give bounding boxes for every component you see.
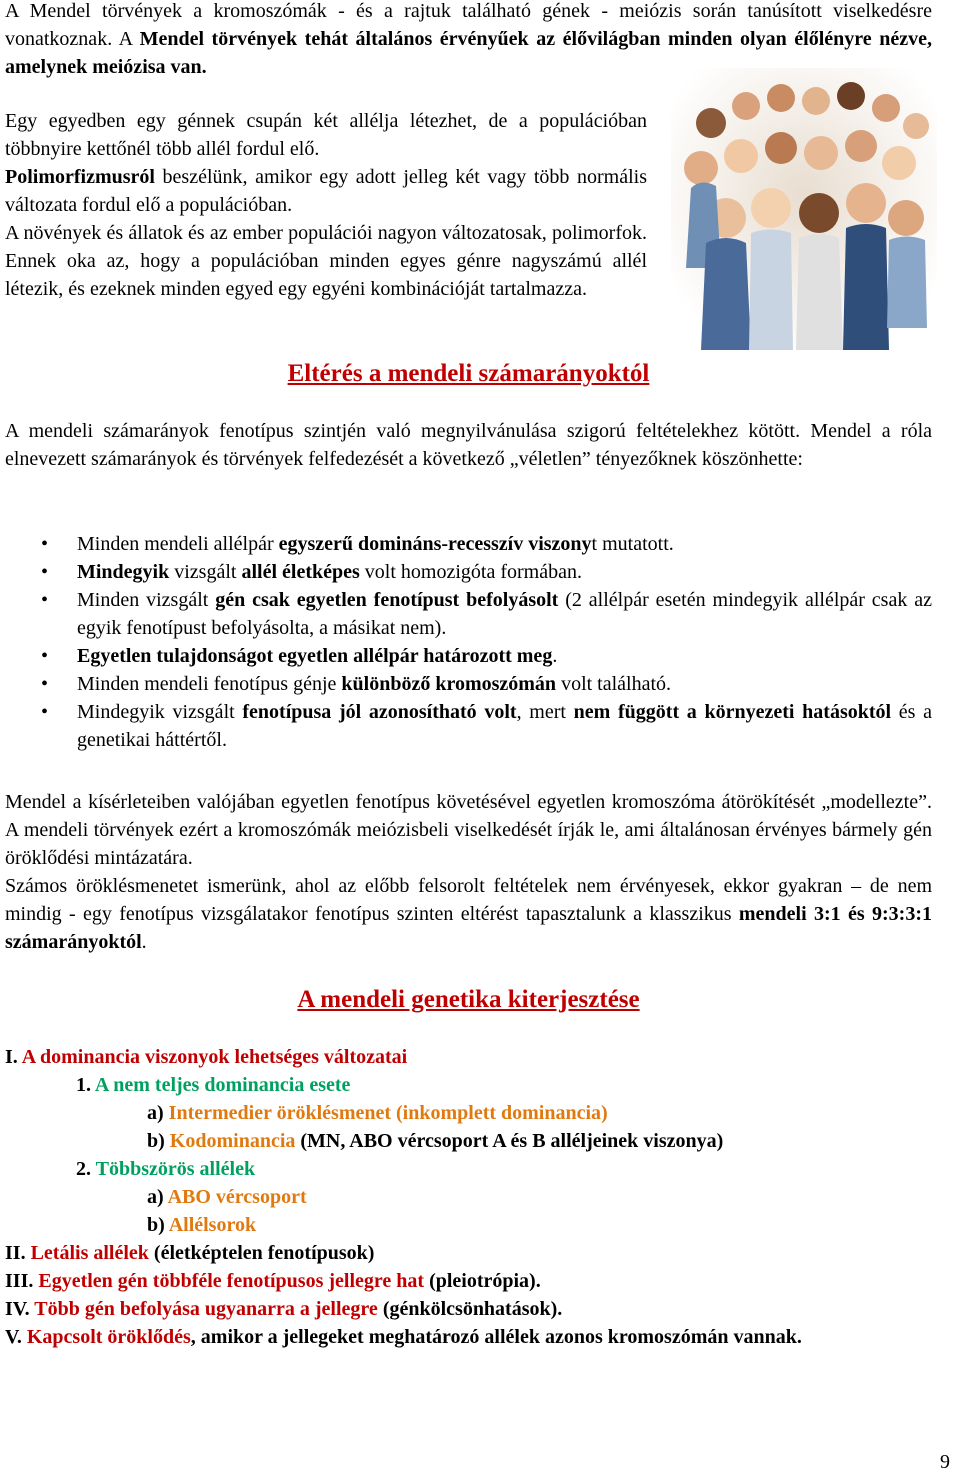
bullet-icon: •	[41, 645, 49, 667]
modelling-sentence: Mendel a kísérleteiben valójában egyetlen fenotípus követésével egyetlen kromoszóma átörökítését „modellezte”. A mendeli törvények ezért a kromoszómák meiózisbeli viselkedését írják le, ami általánosan érvényes bármely gén öröklődési mintázatára.	[5, 791, 932, 869]
outline-item-i-2: 2. Többszörös allélek	[76, 1158, 256, 1180]
outline-item-iv: IV. Több gén befolyása ugyanarra a jellegre (génkölcsönhatások).	[5, 1298, 563, 1320]
heading-extension-of-genetics: A mendeli genetika kiterjesztése	[297, 986, 640, 1013]
page-number: 9	[940, 1451, 950, 1473]
exceptions-sentence: Számos öröklésmenetet ismerünk, ahol az előbb felsorolt feltételek nem érvényesek, ekkor gyakran – de nem mindig - egy fenotípus vizsgálatakor fenotípus szinten eltérést tapasztalunk a klasszikus mendeli 3:1 és 9:3:3:1 számarányoktól.	[5, 875, 932, 953]
list-item: • Minden mendeli allélpár egyszerű domináns-recesszív viszonyt mutatott.	[5, 530, 932, 558]
bullet-icon: •	[41, 673, 49, 695]
list-item: • Minden vizsgált gén csak egyetlen fenotípust befolyásolt (2 allélpár esetén mindegyik allélpár csak az egyik fenotípust befolyásolta, a másikat nem).	[5, 586, 932, 642]
extension-outline	[5, 1043, 932, 1351]
bullet-icon: •	[41, 561, 49, 583]
outline-item-i-1-b: b) Kodominancia (MN, ABO vércsoport A és B alléljeinek viszonya)	[147, 1130, 724, 1152]
intro-paragraph: A Mendel törvények a kromoszómák - és a rajtuk található gének - meiózis során tanúsított viselkedésre vonatkoznak. A Mendel törvények tehát általános érvényűek az élővilágban minden olyan élőlényre nézve, amelynek meiózisa van.	[5, 0, 932, 78]
bullet-icon: •	[41, 589, 49, 611]
bullet-icon: •	[41, 701, 49, 723]
modelling-paragraph	[5, 788, 932, 956]
heading-deviation-from-ratios: Eltérés a mendeli számarányoktól	[287, 360, 650, 387]
polymorphism-paragraph	[5, 107, 647, 303]
conditions-list	[5, 530, 932, 754]
outline-item-iii: III. Egyetlen gén többféle fenotípusos jellegre hat (pleiotrópia).	[5, 1270, 541, 1292]
allele-sentence: Egy egyedben egy génnek csupán két allélja létezhet, de a populációban többnyire kettőnél több allél fordul elő.	[5, 110, 647, 160]
polymorphism-definition: Polimorfizmusról beszélünk, amikor egy adott jelleg két vagy több normális változata fordul elő a populációban.	[5, 166, 647, 216]
outline-item-ii: II. Letális allélek (életképtelen fenotípusok)	[5, 1242, 375, 1264]
population-sentence: A növények és állatok és az ember populációi nagyon változatosak, polimorfok. Ennek oka az, hogy a populációban minden egyes génre nagyszámú allél létezik, és ezeknek minden egyed egy egyéni kombinációját tartalmazza.	[5, 222, 647, 300]
list-item: • Minden mendeli fenotípus génje különböző kromoszómán volt található.	[5, 670, 932, 698]
list-item: • Mindegyik vizsgált allél életképes volt homozigóta formában.	[5, 558, 932, 586]
crowd-of-people-photo	[671, 68, 937, 350]
outline-item-i-2-a: a) ABO vércsoport	[147, 1186, 307, 1208]
outline-item-i-1-a: a) Intermedier öröklésmenet (inkomplett dominancia)	[147, 1102, 608, 1124]
outline-item-i-2-b: b) Allélsorok	[147, 1214, 257, 1236]
outline-item-v: V. Kapcsolt öröklődés, amikor a jellegeket meghatározó allélek azonos kromoszómán vannak.	[5, 1326, 802, 1348]
conditions-paragraph: A mendeli számarányok fenotípus szintjén való megnyilvánulása szigorú feltételekhez kötött. Mendel a róla elnevezett számarányok és törvények felfedezését a következő „véletlen” tényezőknek köszönhette:	[5, 420, 932, 470]
bullet-icon: •	[41, 533, 49, 555]
outline-item-i-1: 1. A nem teljes dominancia esete	[76, 1074, 351, 1096]
list-item: • Mindegyik vizsgált fenotípusa jól azonosítható volt, mert nem függött a környezeti hatásoktól és a genetikai háttértől.	[5, 698, 932, 754]
outline-item-i: I. A dominancia viszonyok lehetséges változatai	[5, 1046, 408, 1068]
list-item: • Egyetlen tulajdonságot egyetlen allélpár határozott meg.	[5, 642, 932, 670]
